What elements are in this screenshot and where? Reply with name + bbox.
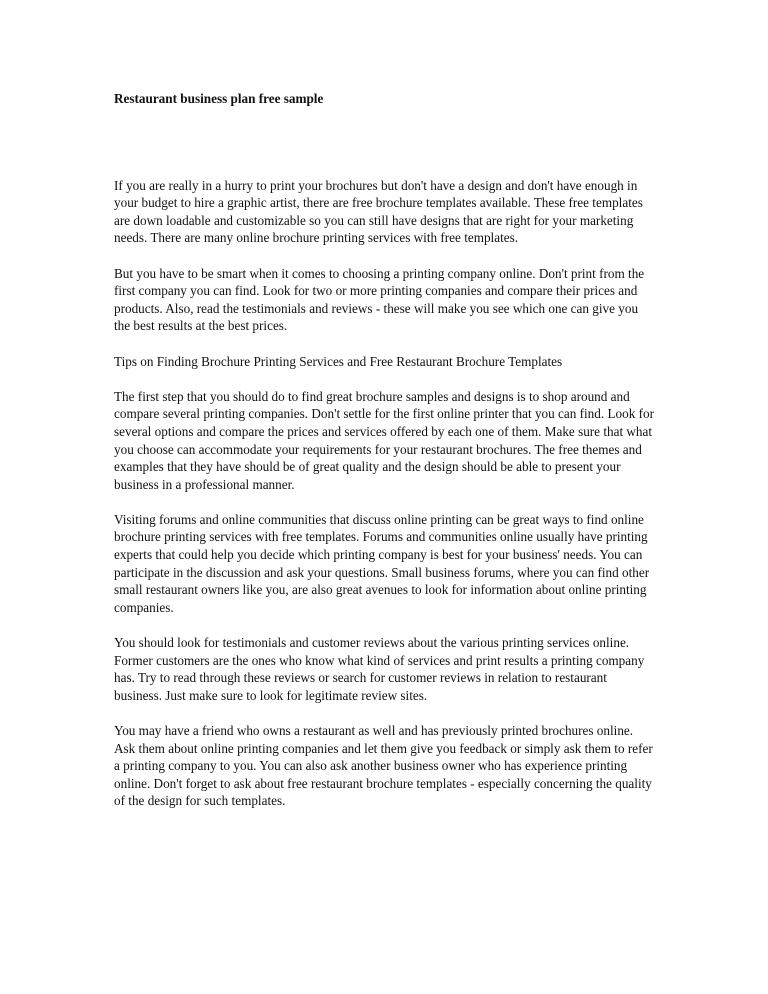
document-title: Restaurant business plan free sample xyxy=(114,91,324,106)
paragraph-friend: You may have a friend who owns a restaurant as well and has previously printed brochures online. Ask them about online printing companies and let them give you feedback or simply ask them to refer a printing company to you. You can also ask another business owner who has experience printing online. Don't forget to ask about free restaurant brochure templates - especially concerning the quality of the design for such templates. xyxy=(114,723,653,809)
paragraph-forums: Visiting forums and online communities that discuss online printing can be great ways to find online brochure printing services with free templates. Forums and communities online usually have printing experts that could help you decide which printing company is best for your business' needs. You can participate in the discussion and ask your questions. Small business forums, where you can find other small restaurant owners like you, are also great avenues to look for information about online printing companies. xyxy=(114,511,650,615)
document-body xyxy=(114,177,656,810)
paragraph-choose-company: But you have to be smart when it comes to choosing a printing company online. Don't print from the first company you can find. Look for two or more printing companies and compare their prices and products. Also, read the testimonials and reviews - these will make you see which one can give you the best results at the best prices. xyxy=(114,265,645,334)
section-heading-tips: Tips on Finding Brochure Printing Services and Free Restaurant Brochure Templates xyxy=(114,353,563,369)
paragraph-testimonials: You should look for testimonials and customer reviews about the various printing services online. Former customers are the ones who know what kind of services and print results a printing company has. Try to read through these reviews or search for customer reviews in relation to restaurant business. Just make sure to look for legitimate review sites. xyxy=(114,635,645,703)
paragraph-first-step: The first step that you should do to find great brochure samples and designs is to shop around and compare several printing companies. Don't settle for the first online printer that you can find. Look for several options and compare the prices and services offered by each one of them. Make sure that what you choose can accommodate your requirements for your restaurant brochures. The free themes and examples that they have should be of great quality and the design should be able to present your business in a professional manner. xyxy=(114,388,654,492)
paragraph-intro: If you are really in a hurry to print your brochures but don't have a design and don't have enough in your budget to hire a graphic artist, there are free brochure templates available. These free templates are down loadable and customizable so you can still have designs that are right for your marketing needs. There are many online brochure printing services with free templates. xyxy=(114,177,643,246)
document-content xyxy=(114,90,656,828)
